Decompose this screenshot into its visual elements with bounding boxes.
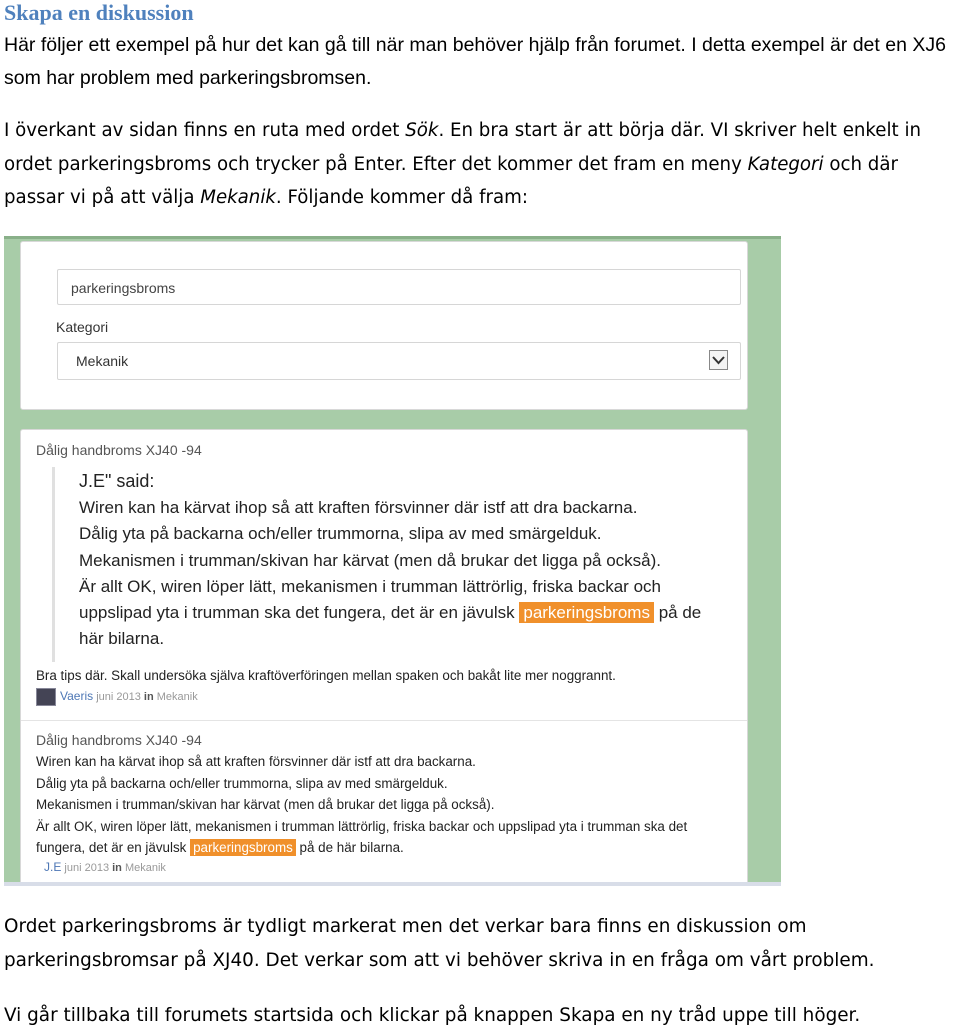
- in-word: in: [112, 862, 122, 874]
- quote-line: Wiren kan ha kärvat ihop så att kraften försvinner där istf att dra backarna.: [79, 498, 638, 517]
- post-meta: [60, 689, 198, 703]
- quote-author: J.E" said:: [79, 471, 155, 491]
- screenshot-bottom-rule: [4, 882, 781, 886]
- excerpt-text: på de här bilarna.: [295, 840, 404, 856]
- username-link[interactable]: Vaeris: [60, 689, 94, 703]
- category-label: Kategori: [56, 319, 109, 335]
- excerpt-line: [36, 837, 687, 859]
- quote-line: Är allt OK, wiren löper lätt, mekanismen i trumman lättrörlig, friska backar och: [79, 576, 661, 596]
- next-step-paragraph: Vi går tillbaka till forumets startsida och klickar på knappen Skapa en ny tråd uppe till höger.: [4, 1005, 861, 1026]
- post-date: juni 2013: [96, 691, 141, 703]
- quote-text: på de: [653, 603, 702, 623]
- sok-emphasis: Sök: [405, 120, 439, 141]
- quote-line: Mekanismen i trumman/skivan har kärvat (men då brukar det ligga på också).: [79, 550, 662, 570]
- para-text: . En bra start är att börja där. VI skriver helt enkelt in ordet parkeringsbroms och trycker på Enter. Efter det kommer det fram en meny: [4, 120, 922, 175]
- chevron-down-icon[interactable]: [709, 350, 728, 370]
- result-divider: [21, 720, 747, 721]
- category-selected-value: Mekanik: [76, 353, 129, 369]
- excerpt-text: fungera, det är en jävulsk: [36, 840, 191, 856]
- quote-block: [52, 467, 732, 662]
- username-link[interactable]: J.E: [44, 860, 62, 874]
- category-select[interactable]: [57, 342, 741, 380]
- search-results-panel: [20, 429, 748, 886]
- intro-paragraph: Här följer ett exempel på hur det kan gå till när man behöver hjälp från forumet. I detta exempel är det en XJ6 som har problem med parkeringsbromsen.: [4, 34, 946, 89]
- excerpt-line: Wiren kan ha kärvat ihop så att kraften försvinner där istf att dra backarna.: [36, 754, 476, 769]
- instruction-paragraph: [4, 114, 960, 215]
- in-word: in: [143, 691, 154, 703]
- mekanik-emphasis: Mekanik: [200, 187, 276, 208]
- excerpt-line: Dålig yta på backarna och/eller trummorna, slipa av med smärgelduk.: [36, 775, 448, 791]
- para-text: och där passar vi på att välja: [4, 153, 898, 208]
- kategori-emphasis: Kategori: [747, 153, 824, 175]
- quote-text: uppslipad yta i trumman ska det fungera, det är en jävulsk: [79, 603, 520, 623]
- document-heading: Skapa en diskussion: [4, 0, 194, 25]
- quote-body: [79, 495, 701, 653]
- category-link[interactable]: Mekanik: [156, 691, 198, 703]
- result-excerpt: [36, 751, 687, 859]
- para-text: I överkant av sidan finns en ruta med ordet: [4, 120, 406, 141]
- forum-search-screenshot: [4, 236, 781, 886]
- result-title[interactable]: Dålig handbroms XJ40 -94: [36, 732, 202, 748]
- search-panel: [20, 241, 748, 410]
- result-paragraph: Ordet parkeringsbroms är tydligt markerat men det verkar bara finns en diskussion om parkeringsbromsar på XJ40. Det verkar som att vi behöver skriva in en fråga om vårt problem.: [4, 916, 875, 971]
- avatar[interactable]: [36, 688, 56, 706]
- search-term-highlight: parkeringsbroms: [190, 839, 296, 856]
- result-title[interactable]: Dålig handbroms XJ40 -94: [36, 442, 202, 458]
- reply-text: Bra tips där. Skall undersöka själva kraftöverföringen mellan spaken och bakåt lite mer noggrannt.: [36, 668, 616, 683]
- quote-line: här bilarna.: [79, 629, 165, 649]
- search-input[interactable]: parkeringsbroms: [57, 269, 741, 305]
- excerpt-line: Mekanismen i trumman/skivan har kärvat (men då brukar det ligga på också).: [36, 797, 495, 813]
- search-term-highlight: parkeringsbroms: [519, 602, 654, 623]
- excerpt-line: Är allt OK, wiren löper lätt, mekanismen i trumman lättrörlig, friska backar och uppslipad yta i trumman ska det: [36, 818, 688, 834]
- post-date: juni 2013: [64, 862, 110, 874]
- post-meta: [44, 860, 166, 874]
- para-text: . Följande kommer då fram:: [275, 187, 528, 208]
- quote-line: [79, 600, 701, 626]
- quote-line: Dålig yta på backarna och/eller trummorna, slipa av med smärgelduk.: [79, 524, 602, 544]
- category-link[interactable]: Mekanik: [124, 862, 166, 874]
